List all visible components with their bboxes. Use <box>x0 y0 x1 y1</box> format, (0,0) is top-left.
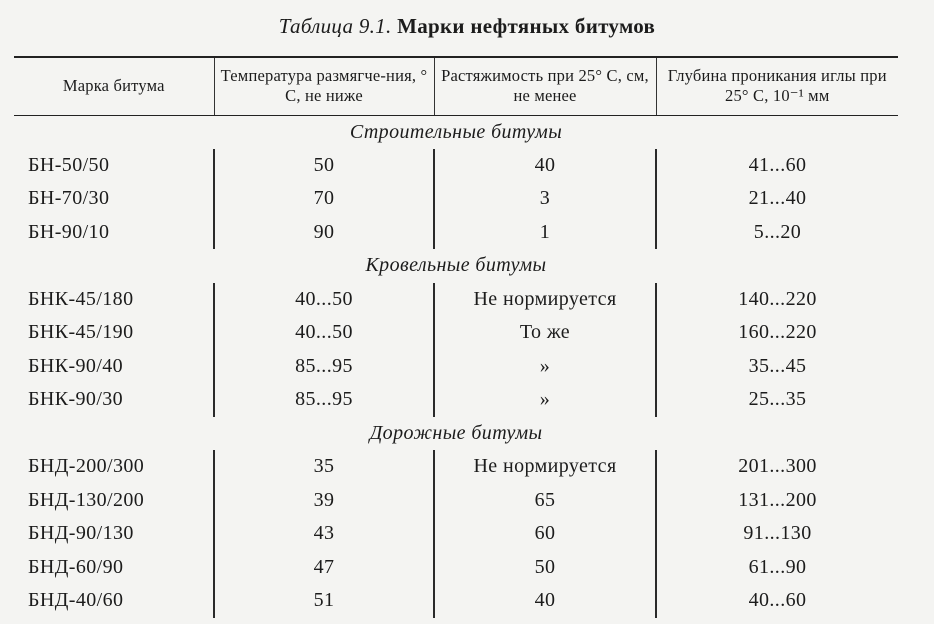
table-row <box>14 484 898 518</box>
cell-softening-temp: 70 <box>214 182 434 216</box>
header-row <box>14 57 898 115</box>
cell-penetration: 91...130 <box>656 517 898 551</box>
cell-softening-temp: 35 <box>214 450 434 484</box>
cell-penetration: 61...90 <box>656 551 898 585</box>
cell-ductility: 40 <box>434 584 656 618</box>
cell-grade: БНК-90/30 <box>28 388 124 411</box>
section-heading: Кровельные битумы <box>365 254 547 277</box>
table-row <box>14 383 898 417</box>
cell-penetration: 140...220 <box>656 283 898 317</box>
cell-softening-temp: 47 <box>214 551 434 585</box>
cell-penetration: 5...20 <box>656 216 898 250</box>
cell-softening-temp: 85...95 <box>214 350 434 384</box>
section-row <box>14 417 898 451</box>
cell-ductility: 50 <box>434 551 656 585</box>
table-row <box>14 551 898 585</box>
table-row <box>14 216 898 250</box>
cell-ductility: 60 <box>434 517 656 551</box>
cell-softening-temp: 40...50 <box>214 316 434 350</box>
table-title: Марки нефтяных битумов <box>397 14 656 38</box>
table-number: Таблица 9.1. <box>278 14 392 38</box>
cell-softening-temp: 39 <box>214 484 434 518</box>
cell-softening-temp: 90 <box>214 216 434 250</box>
table-row <box>14 283 898 317</box>
section-heading: Дорожные битумы <box>369 421 543 444</box>
section-row <box>14 249 898 283</box>
table-row <box>14 149 898 183</box>
cell-ductility: » <box>434 383 656 417</box>
section-heading: Строительные битумы <box>349 120 563 143</box>
cell-penetration: 25...35 <box>656 383 898 417</box>
cell-grade: БН-90/10 <box>28 220 110 243</box>
cell-penetration: 160...220 <box>656 316 898 350</box>
cell-penetration: 40...60 <box>656 584 898 618</box>
cell-ductility: Не нормируется <box>434 450 656 484</box>
cell-grade: БНД-40/60 <box>28 589 124 612</box>
header-penetration: Глубина проникания иглы при 25° С, 10⁻¹ мм <box>656 57 898 115</box>
cell-grade: БНД-90/130 <box>28 522 134 545</box>
header-ductility: Растяжимость при 25° С, см, не менее <box>434 57 656 115</box>
cell-softening-temp: 85...95 <box>214 383 434 417</box>
table-row <box>14 350 898 384</box>
cell-grade: БНД-60/90 <box>28 555 124 578</box>
table-row <box>14 450 898 484</box>
cell-ductility: 40 <box>434 149 656 183</box>
cell-softening-temp: 51 <box>214 584 434 618</box>
table-row <box>14 316 898 350</box>
cell-ductility: Не нормируется <box>434 283 656 317</box>
cell-penetration: 21...40 <box>656 182 898 216</box>
cell-grade: БНД-130/200 <box>28 488 145 511</box>
cell-ductility: 1 <box>434 216 656 250</box>
table-row <box>14 182 898 216</box>
table-row <box>14 584 898 618</box>
table-row <box>14 517 898 551</box>
cell-softening-temp: 40...50 <box>214 283 434 317</box>
cell-grade: БНК-45/180 <box>28 287 134 310</box>
cell-penetration: 201...300 <box>656 450 898 484</box>
cell-ductility: 3 <box>434 182 656 216</box>
table-body <box>14 115 898 618</box>
cell-grade: БНД-200/300 <box>28 455 145 478</box>
bitumen-grades-table <box>14 56 898 618</box>
cell-softening-temp: 50 <box>214 149 434 183</box>
cell-grade: БНК-45/190 <box>28 321 134 344</box>
section-row <box>14 115 898 149</box>
cell-penetration: 35...45 <box>656 350 898 384</box>
cell-penetration: 41...60 <box>656 149 898 183</box>
cell-ductility: То же <box>434 316 656 350</box>
table-caption <box>0 14 934 39</box>
cell-penetration: 131...200 <box>656 484 898 518</box>
header-grade: Марка битума <box>14 57 214 115</box>
cell-ductility: 65 <box>434 484 656 518</box>
cell-softening-temp: 43 <box>214 517 434 551</box>
cell-ductility: » <box>434 350 656 384</box>
header-softening-temp: Температура размягче-ния, ° С, не ниже <box>214 57 434 115</box>
cell-grade: БНК-90/40 <box>28 354 124 377</box>
cell-grade: БН-70/30 <box>28 187 110 210</box>
cell-grade: БН-50/50 <box>28 153 110 176</box>
